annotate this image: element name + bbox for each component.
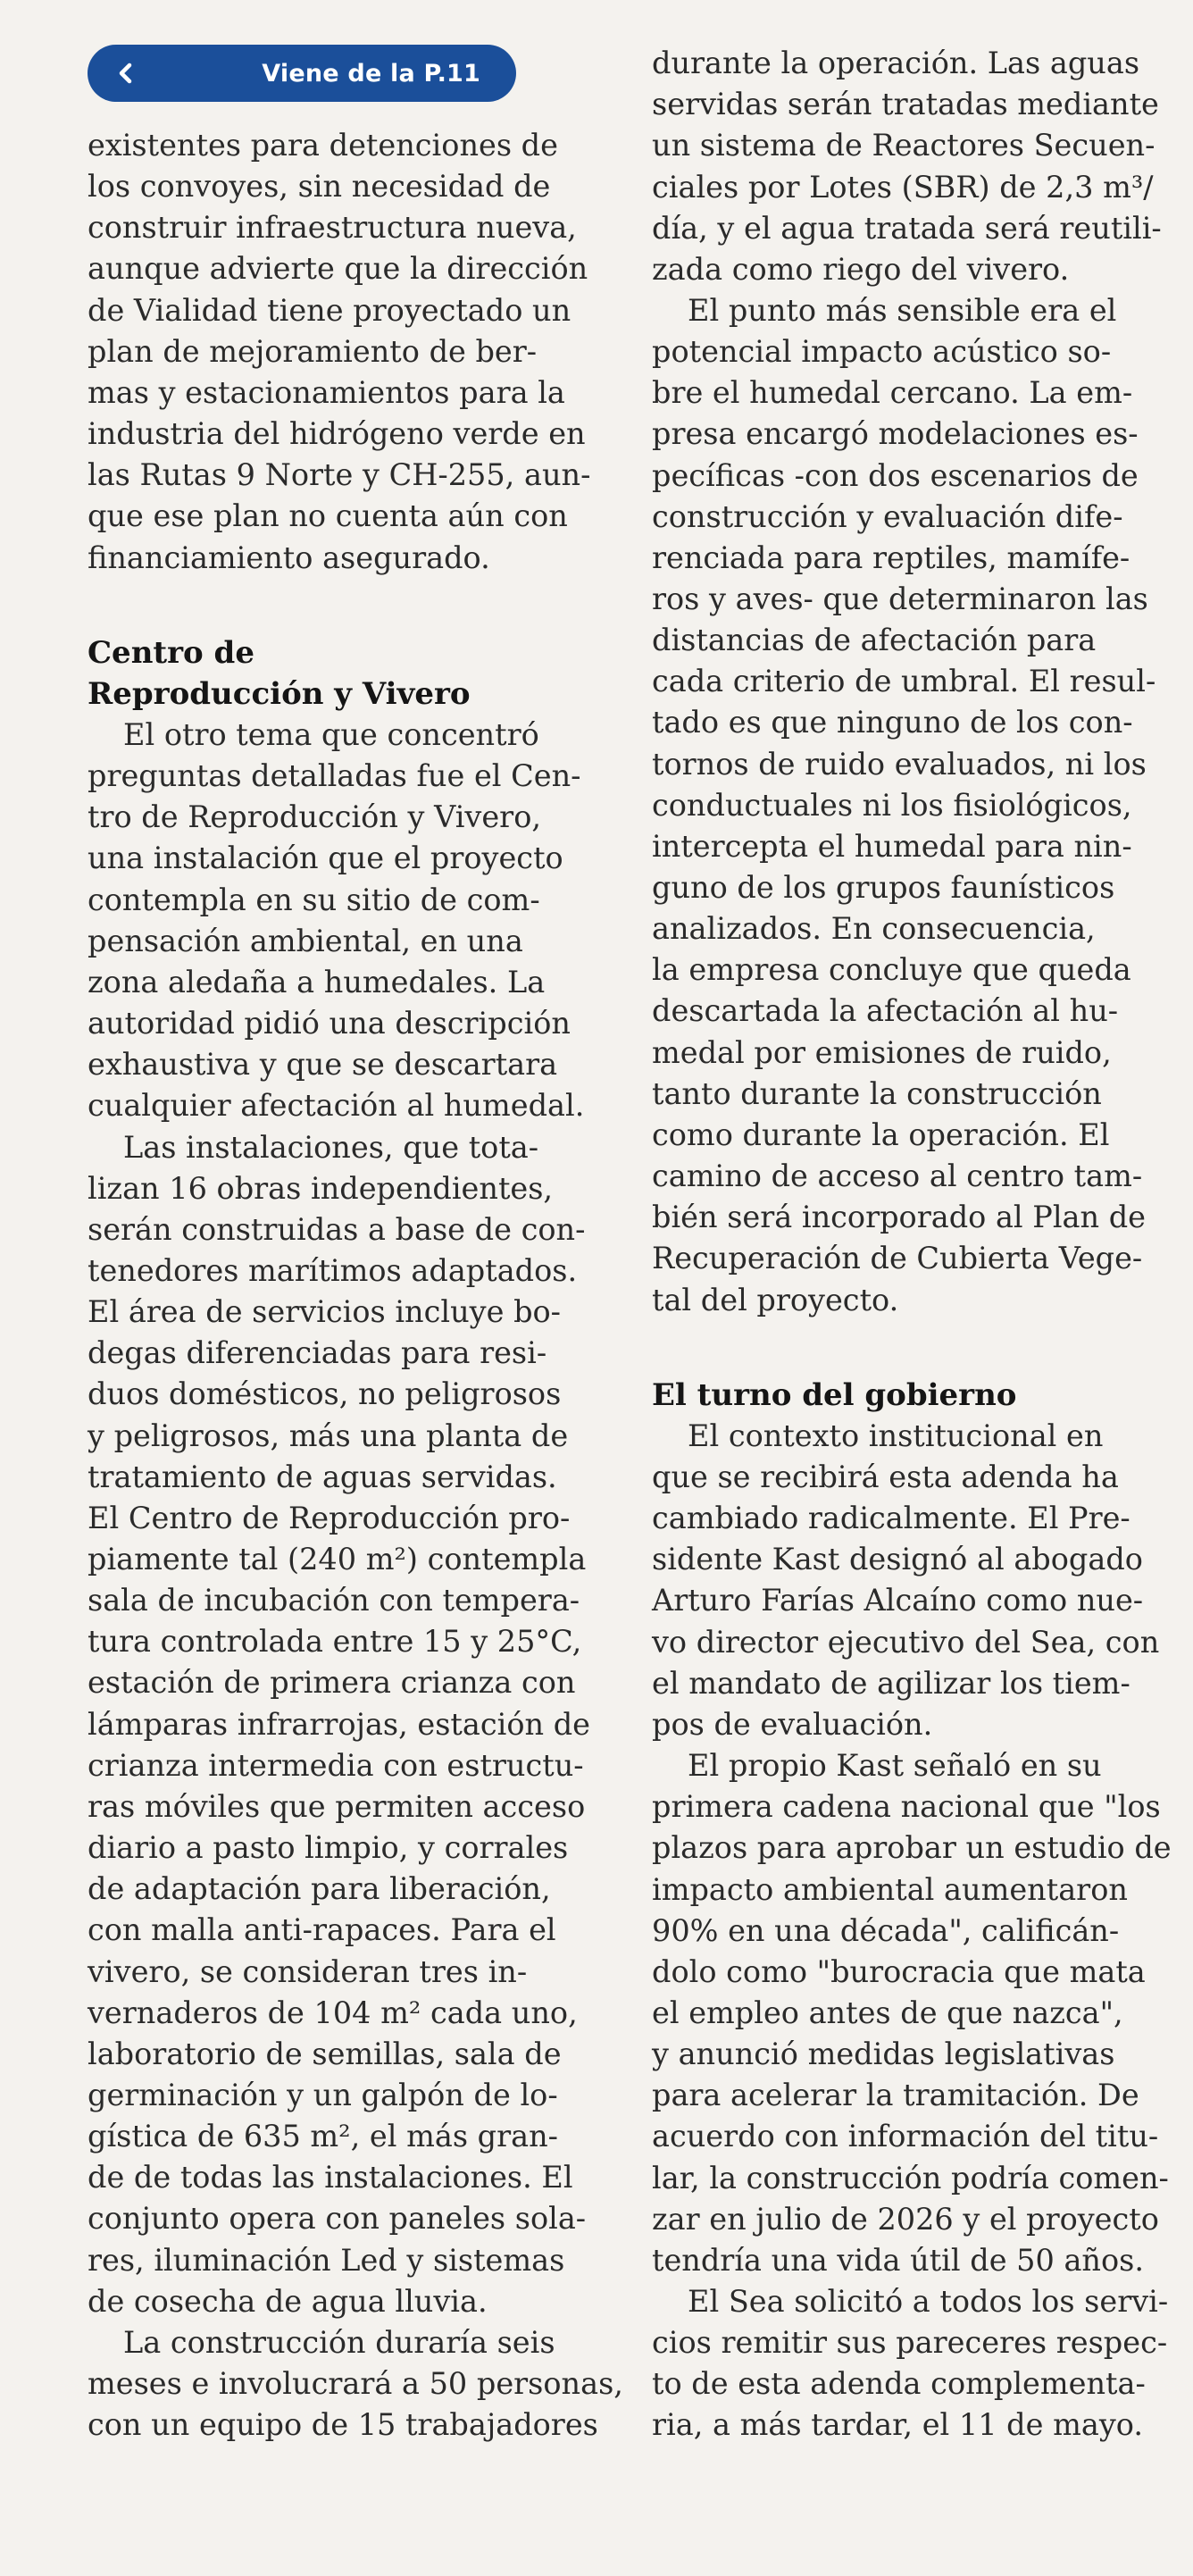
text-line: cada criterio de umbral. El resul- xyxy=(652,664,1156,699)
text-line: los convoyes, sin necesidad de xyxy=(88,169,551,205)
text-line: la empresa concluye que queda xyxy=(652,952,1131,988)
text-line: ria, a más tardar, el 11 de mayo. xyxy=(652,2407,1143,2443)
text-line: tura controlada entre 15 y 25°C, xyxy=(88,1624,582,1660)
text-line: y anunció medidas legislativas xyxy=(652,2037,1115,2072)
text-line: financiamiento asegurado. xyxy=(88,539,490,575)
text-line: lámparas infrarrojas, estación de xyxy=(88,1706,591,1742)
text-line: El punto más sensible era el xyxy=(688,292,1117,328)
text-line: aunque advierte que la dirección xyxy=(88,251,588,287)
text-line: vernaderos de 104 m² cada uno, xyxy=(88,1995,578,2030)
text-line: analizados. En consecuencia, xyxy=(652,911,1096,947)
text-line: ros y aves- que determinaron las xyxy=(652,581,1148,616)
text-line: cambiado radicalmente. El Pre- xyxy=(652,1501,1130,1536)
text-line: camino de acceso al centro tam- xyxy=(652,1158,1143,1194)
text-line: zona aledaña a humedales. La xyxy=(88,964,546,999)
text-line: preguntas detalladas fue el Cen- xyxy=(88,758,581,794)
text-line: el mandato de agilizar los tiem- xyxy=(652,1665,1130,1701)
text-line: degas diferenciadas para resi- xyxy=(88,1335,547,1371)
text-line: exhaustiva y que se descartara xyxy=(88,1047,558,1083)
text-line: el empleo antes de que nazca", xyxy=(652,1995,1123,2030)
text-line: impacto ambiental aumentaron xyxy=(652,1871,1128,1907)
text-line: La construcción duraría seis xyxy=(123,2324,555,2360)
text-line: tenedores marítimos adaptados. xyxy=(88,1252,578,1288)
text-line: germinación y un galpón de lo- xyxy=(88,2077,558,2112)
text-line: tal del proyecto. xyxy=(652,1282,899,1317)
text-line: para acelerar la tramitación. De xyxy=(652,2078,1139,2113)
text-line: El Centro de Reproducción pro- xyxy=(88,1500,571,1535)
text-line: que ese plan no cuenta aún con xyxy=(88,498,568,534)
text-line: de de todas las instalaciones. El xyxy=(88,2160,573,2195)
text-line: como durante la operación. El xyxy=(652,1117,1110,1152)
text-line: construir infraestructura nueva, xyxy=(88,210,577,246)
text-line: tornos de ruido evaluados, ni los xyxy=(652,746,1147,782)
text-line: de Vialidad tiene proyectado un xyxy=(88,292,571,328)
text-line: servidas serán tratadas mediante xyxy=(652,87,1159,122)
continued-from-label: Viene de la P.11 xyxy=(262,59,480,88)
text-line: de cosecha de agua lluvia. xyxy=(88,2283,488,2319)
text-line: Recuperación de Cubierta Vege- xyxy=(652,1241,1143,1276)
text-line: plazos para aprobar un estudio de xyxy=(652,1830,1172,1866)
text-line: estación de primera crianza con xyxy=(88,1665,576,1701)
text-line: El Sea solicitó a todos los servi- xyxy=(688,2284,1169,2319)
text-line: vivero, se consideran tres in- xyxy=(88,1953,528,1989)
text-line: primera cadena nacional que "los xyxy=(652,1789,1161,1825)
text-line: distancias de afectación para xyxy=(652,623,1097,658)
text-line: dolo como "burocracia que mata xyxy=(652,1953,1146,1989)
text-line: existentes para detenciones de xyxy=(88,128,558,163)
text-line: res, iluminación Led y sistemas xyxy=(88,2242,565,2278)
text-line: bre el humedal cercano. La em- xyxy=(652,375,1133,411)
text-line: con malla anti-rapaces. Para el xyxy=(88,1912,556,1948)
text-line: meses e involucrará a 50 personas, xyxy=(88,2366,623,2401)
section-heading: Centro de xyxy=(88,634,254,671)
text-line: contempla en su sitio de com- xyxy=(88,882,540,917)
text-line: intercepta el humedal para nin- xyxy=(652,828,1132,864)
text-line: tanto durante la construcción xyxy=(652,1075,1102,1111)
section-heading: El turno del gobierno xyxy=(652,1376,1017,1413)
text-line: piamente tal (240 m²) contempla xyxy=(88,1542,587,1577)
section-heading: Reproducción y Vivero xyxy=(88,675,471,712)
text-line: tado es que ninguno de los con- xyxy=(652,705,1133,740)
text-line: lizan 16 obras independientes, xyxy=(88,1170,554,1206)
text-line: crianza intermedia con estructu- xyxy=(88,1747,584,1783)
text-line: El área de servicios incluye bo- xyxy=(88,1294,561,1330)
text-line: guno de los grupos faunísticos xyxy=(652,870,1115,905)
text-line: de adaptación para liberación, xyxy=(88,1871,551,1907)
text-line: El otro tema que concentró xyxy=(123,716,539,752)
text-line: pensación ambiental, en una xyxy=(88,923,523,958)
text-line: tendría una vida útil de 50 años. xyxy=(652,2242,1144,2278)
text-line: renciada para reptiles, mamífe- xyxy=(652,539,1130,575)
continued-from-badge xyxy=(88,45,516,102)
text-line: El propio Kast señaló en su xyxy=(688,1748,1102,1783)
text-line: to de esta adenda complementa- xyxy=(652,2366,1146,2402)
text-line: mas y estacionamientos para la xyxy=(88,374,565,410)
text-line: sala de incubación con tempera- xyxy=(88,1583,580,1618)
text-line: cualquier afectación al humedal. xyxy=(88,1088,585,1124)
text-line: potencial impacto acústico so- xyxy=(652,334,1112,369)
text-line: sidente Kast designó al abogado xyxy=(652,1542,1143,1577)
text-line: zar en julio de 2026 y el proyecto xyxy=(652,2201,1159,2237)
text-line: día, y el agua tratada será reutili- xyxy=(652,210,1162,246)
text-line: 90% en una década", calificán- xyxy=(652,1912,1120,1948)
text-line: serán construidas a base de con- xyxy=(88,1211,586,1247)
text-line: conjunto opera con paneles sola- xyxy=(88,2201,587,2237)
text-line: que se recibirá esta adenda ha xyxy=(652,1459,1119,1494)
text-line: Las instalaciones, que tota- xyxy=(123,1129,539,1165)
text-line: con un equipo de 15 trabajadores xyxy=(88,2407,598,2443)
text-line: durante la operación. Las aguas xyxy=(652,46,1140,80)
text-line: duos domésticos, no peligrosos xyxy=(88,1376,562,1412)
text-line: El contexto institucional en xyxy=(688,1418,1104,1453)
text-line: vo director ejecutivo del Sea, con xyxy=(652,1624,1160,1660)
text-line: autoridad pidió una descripción xyxy=(88,1006,571,1041)
text-line: industria del hidrógeno verde en xyxy=(88,416,586,451)
text-line: ras móviles que permiten acceso xyxy=(88,1788,586,1824)
text-line: laboratorio de semillas, sala de xyxy=(88,2036,562,2071)
chevron-left-icon xyxy=(114,62,138,85)
text-line: medal por emisiones de ruido, xyxy=(652,1034,1112,1070)
text-line: construcción y evaluación dife- xyxy=(652,498,1123,534)
text-line: un sistema de Reactores Secuen- xyxy=(652,128,1155,163)
text-line: las Rutas 9 Norte y CH-255, aun- xyxy=(88,457,591,493)
text-line: bién será incorporado al Plan de xyxy=(652,1200,1147,1235)
text-line: tro de Reproducción y Vivero, xyxy=(88,799,542,835)
text-line: una instalación que el proyecto xyxy=(88,841,563,876)
text-line: presa encargó modelaciones es- xyxy=(652,416,1139,452)
text-line: pos de evaluación. xyxy=(652,1706,933,1742)
text-line: cios remitir sus pareceres respec- xyxy=(652,2325,1168,2361)
text-line: pecíficas -con dos escenarios de xyxy=(652,457,1139,493)
text-line: diario a pasto limpio, y corrales xyxy=(88,1830,569,1865)
text-line: descartada la afectación al hu- xyxy=(652,993,1119,1029)
text-line: Arturo Farías Alcaíno como nue- xyxy=(652,1583,1144,1618)
text-line: ciales por Lotes (SBR) de 2,3 m³/ xyxy=(652,169,1154,205)
text-line: y peligrosos, más una planta de xyxy=(88,1418,569,1453)
text-line: tratamiento de aguas servidas. xyxy=(88,1459,557,1494)
text-line: zada como riego del vivero. xyxy=(652,251,1070,287)
text-line: acuerdo con información del titu- xyxy=(652,2119,1159,2154)
text-line: conductuales ni los fisiológicos, xyxy=(652,787,1132,823)
text-line: plan de mejoramiento de ber- xyxy=(88,333,538,369)
text-line: lar, la construcción podría comen- xyxy=(652,2160,1169,2195)
text-line: gística de 635 m², el más gran- xyxy=(88,2119,559,2154)
